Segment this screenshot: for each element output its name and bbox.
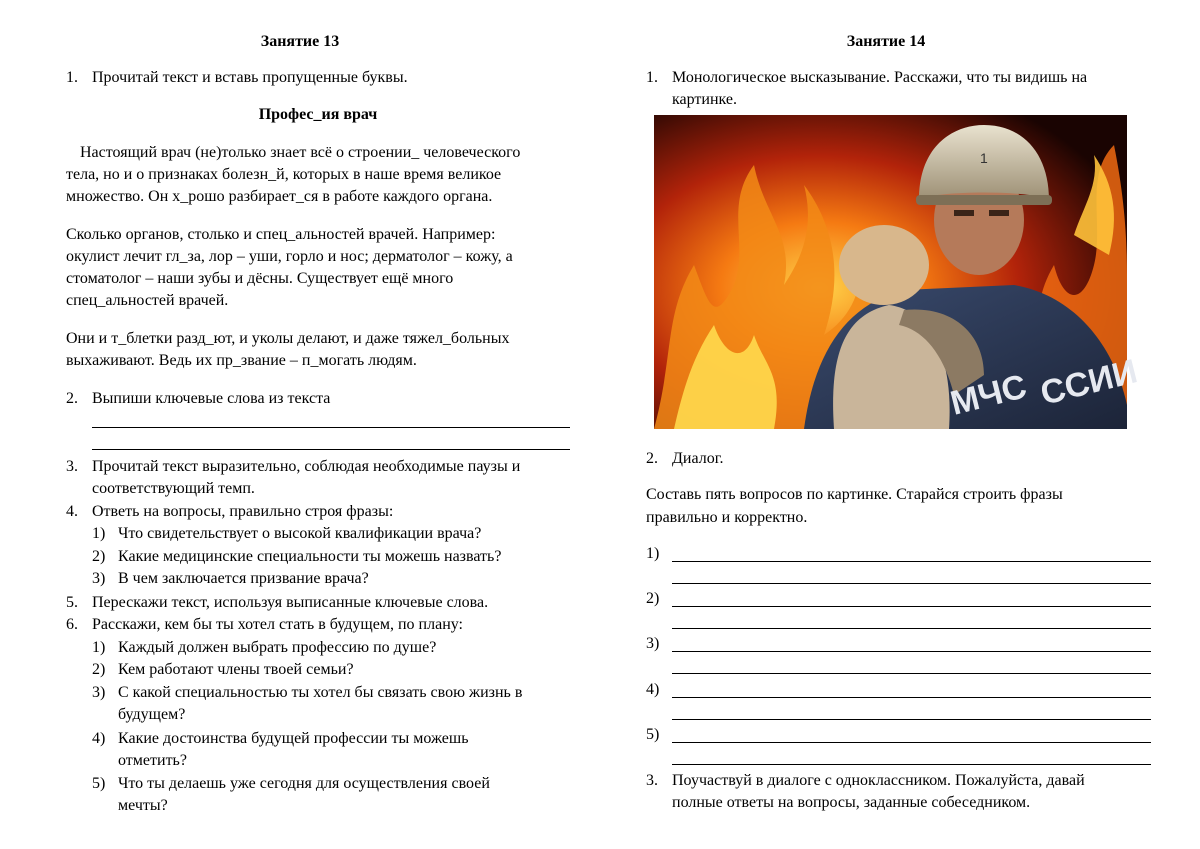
plan-text: Кем работают члены твоей семьи? <box>118 661 354 678</box>
question-line[interactable] <box>672 628 1151 629</box>
left-task1-number: 1. <box>66 69 78 86</box>
plan-text: Каждый должен выбрать профессию по душе? <box>118 639 437 656</box>
right-task3-line: Поучаствуй в диалоге с одноклассником. Пожалуйста, давай <box>672 772 1085 789</box>
plan-text: мечты? <box>118 797 168 814</box>
left-page-title: Занятие 13 <box>260 33 340 50</box>
instruction-line: Составь пять вопросов по картинке. Старайся строить фразы <box>646 486 1063 503</box>
left-task3-line: соответствующий темп. <box>92 480 255 497</box>
paragraph-line: Они и т_блетки разд_ют, и уколы делают, и даже тяжел_больных <box>66 330 510 347</box>
left-task5-number: 5. <box>66 594 78 611</box>
question-line[interactable] <box>672 606 1151 607</box>
paragraph-line: стоматолог – наши зубы и дёсны. Существует ещё много <box>66 270 454 287</box>
text-title: Профес_ия врач <box>258 106 378 123</box>
plan-number: 1) <box>92 639 106 656</box>
left-task3-number: 3. <box>66 458 78 475</box>
question-line[interactable] <box>672 583 1151 584</box>
paragraph-line: тела, но и о признаках болезн_й, которых в наше время великое <box>66 166 502 183</box>
question-line[interactable] <box>672 651 1151 652</box>
left-task3-line: Прочитай текст выразительно, соблюдая необходимые паузы и <box>92 458 521 475</box>
question-number: 2) <box>92 548 106 565</box>
plan-number: 3) <box>92 684 106 701</box>
plan-number: 4) <box>92 730 106 747</box>
answer-line[interactable] <box>92 449 570 450</box>
answer-line[interactable] <box>92 427 570 428</box>
paragraph-line: Настоящий врач (не)только знает всё о строении_ человеческого <box>80 144 521 161</box>
paragraph-line: Сколько органов, столько и спец_альностей врачей. Например: <box>66 226 496 243</box>
plan-text: Что ты делаешь уже сегодня для осуществления своей <box>118 775 490 792</box>
coat-lettering-2: ССИИ <box>1036 352 1142 413</box>
firefighter-photo <box>654 115 1142 429</box>
question-number: 1) <box>92 525 106 542</box>
question-label-5: 5) <box>646 726 660 743</box>
question-text: Что свидетельствует о высокой квалификации врача? <box>118 525 482 542</box>
paragraph-line: окулист лечит гл_за, лор – уши, горло и нос; дерматолог – кожу, а <box>66 248 513 265</box>
plan-number: 2) <box>92 661 106 678</box>
question-text: В чем заключается призвание врача? <box>118 570 369 587</box>
question-label-4: 4) <box>646 681 660 698</box>
left-task6-number: 6. <box>66 616 78 633</box>
left-task2-number: 2. <box>66 390 78 407</box>
question-line[interactable] <box>672 742 1151 743</box>
question-label-1: 1) <box>646 545 660 562</box>
plan-number: 5) <box>92 775 106 792</box>
right-task1-line: Монологическое высказывание. Расскажи, что ты видишь на <box>672 69 1088 86</box>
question-text: Какие медицинские специальности ты можешь назвать? <box>118 548 502 565</box>
right-page-title: Занятие 14 <box>846 33 926 50</box>
left-task1-text: Прочитай текст и вставь пропущенные буквы. <box>92 69 408 86</box>
question-line[interactable] <box>672 719 1151 720</box>
paragraph-line: выхаживают. Ведь их пр_звание – п_могать людям. <box>66 352 417 369</box>
right-task1-number: 1. <box>646 69 658 86</box>
left-task2-text: Выпиши ключевые слова из текста <box>92 390 331 407</box>
left-task5-text: Перескажи текст, используя выписанные ключевые слова. <box>92 594 489 611</box>
plan-text: отметить? <box>118 752 187 769</box>
plan-text: С какой специальностью ты хотел бы связать свою жизнь в <box>118 684 523 701</box>
question-line[interactable] <box>672 673 1151 674</box>
plan-text: будущем? <box>118 706 186 723</box>
question-label-3: 3) <box>646 635 660 652</box>
question-label-2: 2) <box>646 590 660 607</box>
question-line[interactable] <box>672 561 1151 562</box>
instruction-line: правильно и корректно. <box>646 509 808 526</box>
right-task1-line: картинке. <box>672 91 738 108</box>
right-task3-number: 3. <box>646 772 658 789</box>
question-number: 3) <box>92 570 106 587</box>
plan-text: Какие достоинства будущей профессии ты можешь <box>118 730 469 747</box>
right-task2-text: Диалог. <box>672 450 724 467</box>
left-task4-number: 4. <box>66 503 78 520</box>
helmet-number: 1 <box>980 150 988 166</box>
paragraph-line: спец_альностей врачей. <box>66 292 229 309</box>
paragraph-line: множество. Он х_рошо разбирает_ся в работе каждого органа. <box>66 188 493 205</box>
left-task4-text: Ответь на вопросы, правильно строя фразы: <box>92 503 394 520</box>
right-task2-number: 2. <box>646 450 658 467</box>
left-task6-text: Расскажи, кем бы ты хотел стать в будущем, по плану: <box>92 616 463 633</box>
right-task3-line: полные ответы на вопросы, заданные собеседником. <box>672 794 1031 811</box>
coat-lettering-1: МЧС <box>946 367 1031 423</box>
question-line[interactable] <box>672 764 1151 765</box>
question-line[interactable] <box>672 697 1151 698</box>
